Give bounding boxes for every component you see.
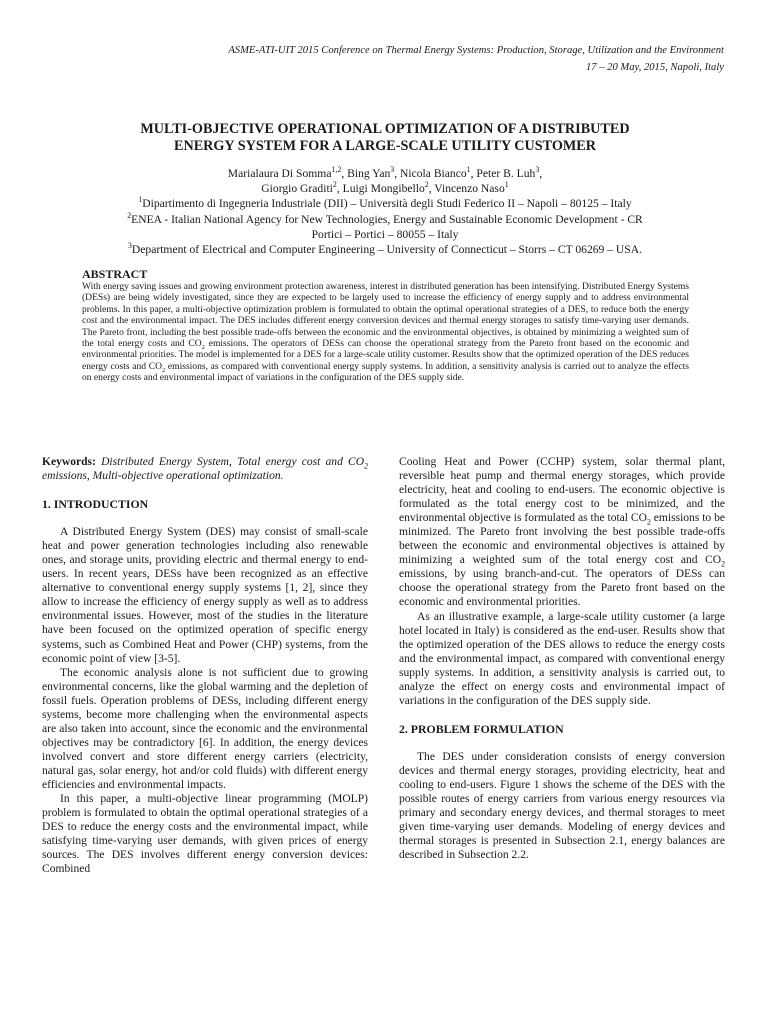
author-affiliation-mark: 3 — [535, 165, 540, 175]
author-name: , Luigi Mongibello — [336, 182, 425, 196]
affiliation-3 — [40, 242, 730, 257]
author-affiliation-mark: 2 — [424, 180, 429, 190]
conference-header — [84, 42, 724, 76]
section-heading-introduction: 1. INTRODUCTION — [42, 497, 149, 512]
affiliation-mark: 1 — [138, 195, 143, 205]
author-name: Giorgio Graditi — [261, 182, 333, 196]
left-column — [42, 455, 368, 876]
subscript: 2 — [201, 343, 205, 351]
abstract-text-part: emissions. The operators of DESs can choose the operational strategy from the Pareto front based on the economic and environmental priorities. The model is implemented for a DES for a large-scale utility customer. Results show that the optimized operation of the DES reduces energy costs and CO — [82, 338, 689, 372]
affiliation-text: Dipartimento di Ingegneria Industriale (DII) – Università degli Studi Federico II – Napoli – 80125 – Italy — [142, 197, 632, 211]
author-affiliation-mark: 3 — [390, 165, 395, 175]
section-heading-problem-formulation: 2. PROBLEM FORMULATION — [399, 721, 564, 736]
author-name: Marialaura Di Somma — [227, 167, 332, 180]
abstract-text — [82, 281, 689, 384]
author-name: , Bing Yan — [341, 167, 391, 180]
right-column — [399, 455, 725, 862]
subscript: 2 — [721, 559, 725, 569]
affiliation-2-continued: Portici – Portici – 80055 – Italy — [311, 227, 459, 241]
author-line-1 — [40, 166, 730, 181]
conference-name: ASME-ATI-UIT 2015 Conference on Thermal Energy Systems: Production, Storage, Utilization and the Environment — [228, 45, 724, 56]
paragraph: The DES under consideration consists of energy conversion devices and thermal energy storages, providing electricity, heat and cooling to end-users. Figure 1 shows the scheme of the DES with the possible routes of energy carriers from various energy resources via primary and secondary energy devices, and thermal storages to meet given time-varying user demands. Modeling of energy devices and thermal storages is presented in Subsection 2.1, energy balances are described in Subsection 2.2. — [399, 750, 725, 862]
affiliation-1 — [40, 196, 730, 211]
paragraph-part: emissions to be minimized. The Pareto front involving the best possible trade-offs between the economic and environmental objectives is attained by minimizing a weighted sum of the total energy cost and CO — [399, 512, 725, 567]
subscript: 2 — [646, 517, 651, 527]
author-name: , Nicola Bianco — [394, 167, 467, 180]
conference-date-location: 17 – 20 May, 2015, Napoli, Italy — [585, 62, 724, 73]
author-affiliation-mark: 1 — [504, 180, 509, 190]
abstract-heading: ABSTRACT — [82, 267, 148, 281]
paragraph: The economic analysis alone is not sufficient due to growing environmental concerns, like the global warming and the depletion of fossil fuels. Operation problems of DESs, including different energy systems, become more challenging when the environmental aspects are also taken into account, since the economic and the environmental objectives may be contradictory [6]. In addition, the energy devices involved convert and store different energy carriers (electricity, natural gas, solar energy, hot and/or cold fluids) with different energy efficiencies and environmental impacts. — [42, 666, 368, 791]
author-name: , Vincenzo Naso — [428, 182, 505, 196]
paragraph: In this paper, a multi-objective linear programming (MOLP) problem is formulated to obtain the optimal operational strategies of a DES to reduce the energy costs and the environmental impact, while satisfying time-varying user demands, with given prices of energy sources. The DES involves different energy conversion devices: Combined — [42, 793, 368, 876]
author-affiliation-mark: 1 — [466, 165, 471, 175]
keywords — [42, 455, 368, 483]
keywords-label: Keywords: — [42, 456, 96, 468]
abstract-text-part: emissions, as compared with conventional energy supply systems. In addition, a sensitivity analysis is carried out to analyze the effects on energy costs and environmental impact of variations in the configuration of the DES supply side. — [82, 360, 690, 384]
subscript: 2 — [161, 366, 166, 374]
affiliation-mark: 3 — [127, 241, 132, 251]
paragraph-part: emissions, by using branch-and-cut. The operators of DESs can choose the operational strategy from the Pareto front based on the economic and environmental priorities. — [399, 568, 725, 609]
author-line-2 — [40, 181, 730, 196]
keywords-text-part: Distributed Energy System, Total energy cost and CO — [95, 456, 365, 468]
author-separator: , — [539, 167, 543, 180]
paragraph — [399, 455, 725, 610]
author-affiliation-mark: 1,2 — [331, 165, 342, 175]
affiliation-text: ENEA - Italian National Agency for New Technologies, Energy and Sustainable Economic Development - CR — [131, 212, 643, 226]
subscript: 2 — [364, 461, 368, 471]
affiliation-mark: 2 — [127, 210, 132, 220]
paragraph-part: Cooling Heat and Power (CCHP) system, solar thermal plant, reversible heat pump and thermal energy storages, which provide electricity, heat and cooling to end-users. The economic objective is formulated as the total energy cost to be minimized, and the environmental objective is formulated as the total CO — [399, 456, 725, 525]
author-block — [40, 166, 730, 257]
paper-title — [60, 121, 710, 154]
abstract-text-part: With energy saving issues and growing environment protection awareness, interest in distributed generation has been intensifying. Distributed Energy Systems (DESs) are being widely investigated, since they are expected to be largely used to increase the efficiency of energy supply and to address environmental problems. In this paper, a multi-objective optimization problem is formulated to obtain the optimal operational strategies of a DES, to reduce both the energy cost and the environmental impact. The DES includes different energy conversion devices and thermal energy storages to satisfy time-varying user demands. The Pareto front, including the best possible trade-offs between the economic and the environmental objectives, is obtained by minimizing a weighted sum of the total energy costs and CO — [82, 281, 689, 350]
paper-title-line-2: ENERGY SYSTEM FOR A LARGE-SCALE UTILITY CUSTOMER — [173, 137, 597, 154]
paragraph: As an illustrative example, a large-scale utility customer (a large hotel located in Italy) is considered as the end-user. Results show that the optimized operation of the DES allows to reduce the energy costs and the environmental impact, as compared with conventional energy supply systems. In addition, a sensitivity analysis is carried out, to analyze the effect on energy costs and environmental impact of variations in the configuration of the DES supply side. — [399, 610, 725, 707]
affiliation-text: Department of Electrical and Computer Engineering – University of Connecticut – Storrs – CT 06269 – USA. — [131, 243, 643, 257]
author-affiliation-mark: 2 — [332, 180, 337, 190]
keywords-text-part: emissions, Multi-objective operational optimization. — [42, 470, 284, 483]
paragraph: A Distributed Energy System (DES) may consist of small-scale heat and power generation technologies including also renewable ones, and storage units, providing electric and thermal energy to end-users. In recent years, DESs have been recognized as an effective alternative to conventional energy supply systems [1, 2], since they allow to increase the efficiency of energy supply as well as to address environmental issues. However, most of the studies in the literature have been focused on the optimized operation of specific energy systems, such as Combined Heat and Power (CHP) systems, from the economic point of view [3-5]. — [42, 526, 368, 665]
paper-title-line-1: MULTI-OBJECTIVE OPERATIONAL OPTIMIZATION OF A DISTRIBUTED — [140, 121, 630, 137]
author-name: , Peter B. Luh — [470, 167, 536, 180]
affiliation-2 — [40, 212, 730, 227]
